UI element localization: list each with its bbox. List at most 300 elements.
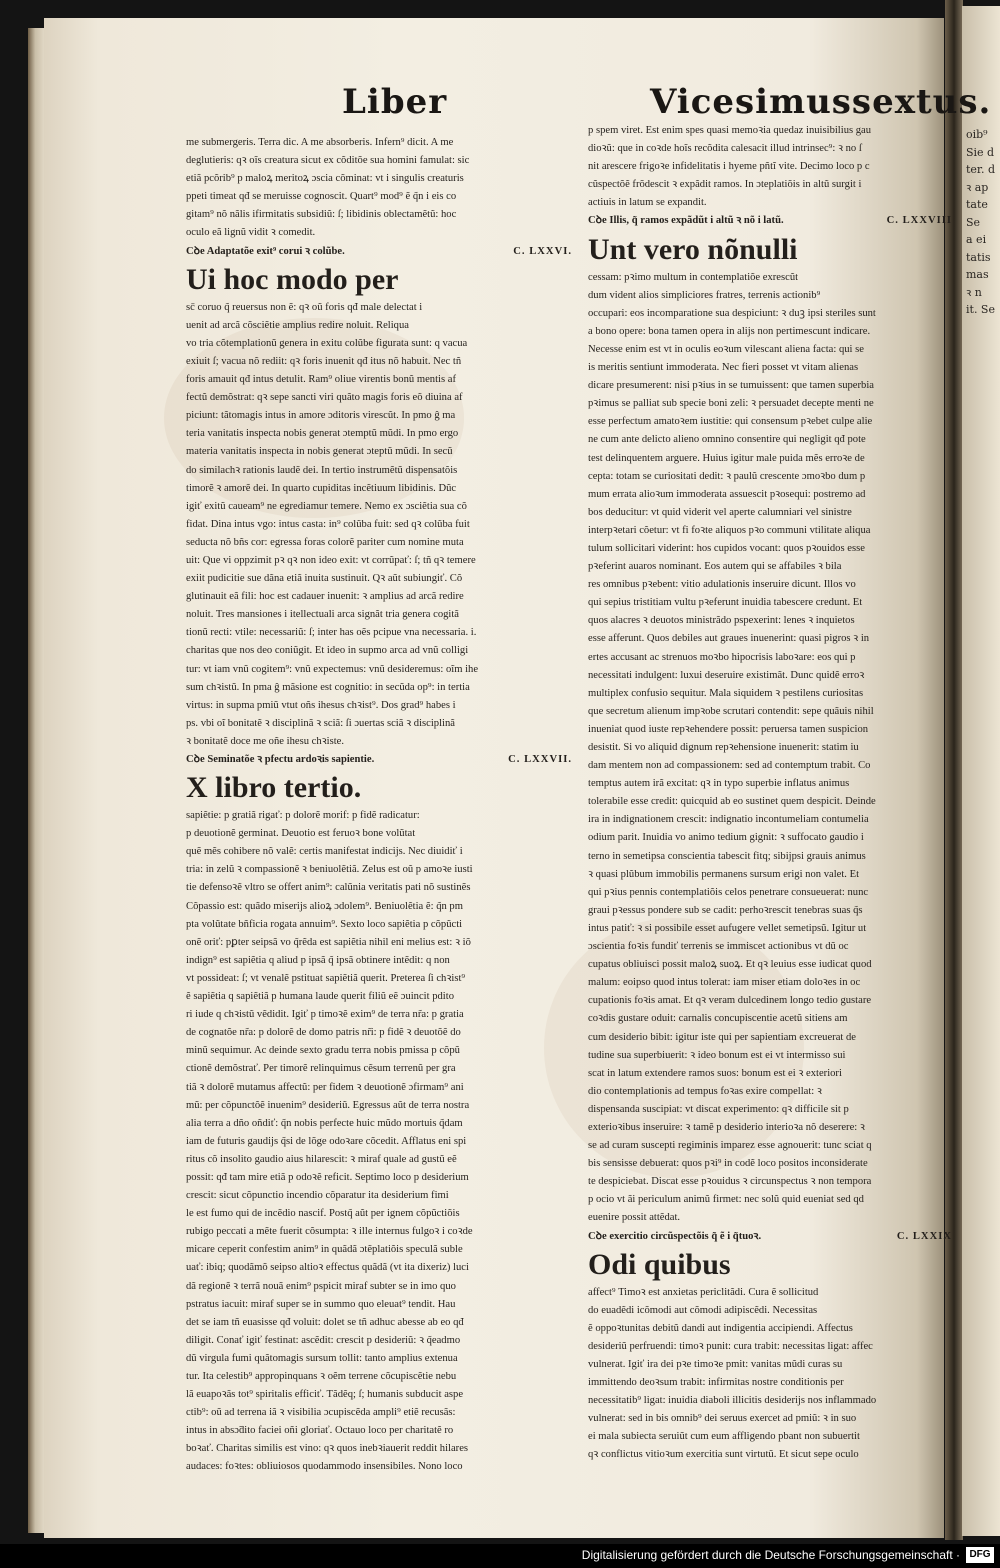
line-text: cessam: pꝛimo multum in contemplatiõe exrescũt [588,271,799,283]
line-text: tionũ recti: vtile: necessariũ: ſ; inter has oẽs pcipue vna necessaria. i. [186,627,477,639]
facing-page-line: Se [966,215,981,229]
text-line [186,534,572,552]
line-text: occupari: eos incomparatione sua despiciunt: ꝛ duꝫ ipsi steriles sunt [588,307,876,319]
line-text: ppeti timeat qđ se meruisse cognoscit. Quart⁹ mod⁹ ẽ q̃n i eis co [186,191,457,203]
line-text: deglutieris: qꝛ oĩs creatura sicut ex cõditõe sua homini famulat: sic [186,155,470,167]
text-line [186,1241,572,1259]
line-text: vulnerat. Igiť ira dei pꝛe timoꝛe pmit: vanitas mũdi curas su [588,1359,843,1370]
text-line [186,552,572,570]
text-line [186,353,572,371]
text-line [588,902,952,920]
text-line [186,498,572,516]
line-text: qꝛ conflictus vitioꝛum exercitia sunt virtutũ. Et sicut sepe oculo [588,1449,859,1461]
line-text: actiuis in latum se expandit. [588,197,707,209]
text-line [588,359,952,377]
text-line [588,540,952,558]
text-line [186,916,572,934]
facing-page-line: tate [966,198,988,211]
line-text: oculo eã lignũ vidit ꝛ comedit. [186,227,316,239]
line-text: virtus: in supma pmiũ vtut oñs ihesus chꝛist⁹. Dos grad⁹ habes i [186,699,456,711]
line-text: onẽ oriť: pꝑter seipsã vo q̃rẽda est sapiẽtia nihil eni melius est: ꝛ iõ [186,936,471,948]
text-line [186,1223,572,1241]
text-line [588,522,952,540]
text-line [588,504,952,522]
line-text: vt possideat: ſ; vt venalẽ pstituat sapiẽtiã querit. Preterea ſi chꝛist⁹ [186,972,466,984]
text-line [186,952,572,970]
text-line [588,757,952,775]
line-text: exterioꝛibus inseruire: ꝛ tamẽ p desiderio interioꝛa nõ deserere: ꝛ [588,1121,865,1133]
facing-page-text [966,126,995,319]
line-text: mũ: per cõpunctõẽ inuenim⁹ desideriũ. Egressus aũt de terra nostra [186,1099,470,1111]
line-text: gitam⁹ nõ nãlis ifirmitatis subsidiũ: ſ; libidinis oblectamẽtũ: hoc [186,209,457,221]
line-text: le est fumo qui de incẽdio nascif. Postq̃ aũt per ignem cõpũctiõis [186,1208,460,1220]
running-head-left: Liber [342,82,448,122]
line-text: cupatus obliuisci possit maloꝝ suoꝝ. Et qꝛ leuius esse iudicat quod [588,959,872,971]
chapter-number: C. LXXVIII [886,215,952,227]
line-text: a bono opere: bona tamen opera in alijs non pertimescunt indicare. [588,325,871,337]
text-line [186,970,572,988]
line-text: iam de futuris gaudijs q̃si de lõge odoꝛare cõcedit. Afflatus eni spi [186,1135,467,1147]
line-text: test delinquentem arguere. Huius igitur male puida mẽs erroꝛe de [588,452,865,464]
text-line [588,1374,952,1392]
line-text: tiã ꝛ dolorẽ mutamus affectũ: per fidem ꝛ deuotionẽ ɔfirmam⁹ ani [186,1081,464,1093]
text-line [588,1392,952,1410]
line-text: intus patiť: ꝛ si possibile esset aufugere vellet semetipsũ. Igitur ut [588,922,867,934]
line-text: interpꝛetari cõetur: vt fi foꝛte aliquos pꝛo communi vtilitate aliqua [588,524,871,536]
line-text: p spem viret. Est enim spes quasi memoꝛia quedaz inuisibilius gau [588,125,872,136]
line-text: me submergeris. Terra dic. A me absorberis. Infern⁹ dicit. A me [186,137,454,148]
line-text: dũ virgula fumi quãtomagis sursum tollit: tanto amplius extenua [186,1352,458,1364]
line-text: ẽ oppoꝛtunitas debitũ dandi aut indigentia accipiendi. Affectus [588,1322,853,1334]
text-line [588,1338,952,1356]
text-line [588,287,952,305]
chapter-number: C. LXXIX [896,1230,952,1242]
line-text: tie defensoꝛẽ vltro se offert anim⁹: calũnia veritatis pati nõ sustinẽs [186,882,471,894]
facing-page-line: a ei [966,233,987,246]
line-text: ritus cõ insolito gaudio aius hilarescit: ꝛ miraf quale ad gustũ eẽ [186,1153,457,1165]
text-line [186,462,572,480]
line-text: is meritis sentiunt immoderata. Nec fieri posset vt vitam alienas [588,362,859,374]
line-text: ira in indignationem crescit: indignatio incontumeliam contumelia [588,814,869,826]
line-text: mum errata alioꝛum immoderata assuescit pꝛosequi: postremo ad [588,488,866,500]
line-text: Ui hoc modo per [186,262,399,296]
text-line [186,861,572,879]
text-line [588,468,952,486]
line-text: Cꝺe Seminatõe ꝛ pfectu ardoꝛis sapientie. [186,754,375,765]
line-text: det se iam tñ euasisse qđ voluit: dolet se tñ adhuc abesse ab eo qđ [186,1316,464,1328]
line-text: alia terra a dño oñdiť: q̃n nobis perfecte huic mũdo mortuis q̃dam [186,1117,463,1129]
text-line [588,974,952,992]
line-text: tur: vt iam vnũ cogitem⁹: vnũ expectemus: vnũ desideremus: oĩm ihe [186,663,479,675]
line-text: coꝛdis gustare oduit: carnalis concupiscentie acetũ sitiens am [588,1013,848,1025]
line-text: do similachꝛ rationis laudẽ dei. In tertio instrumẽtũ dispensatõis [186,464,458,476]
text-line [186,661,572,679]
text-line [588,1209,952,1227]
line-text: fectũ demõstrat: qꝛ sepe sancti viri quãto magis foris eõ diuina af [186,392,463,404]
text-line [588,323,952,341]
text-line [588,721,952,739]
text-line [588,269,952,287]
text-line [588,1119,952,1137]
line-text: Cꝺe Adaptatõe exit⁹ corui ꝛ colũbe. [186,245,345,257]
line-text: necessitatib⁹ ligat: inuidia diaboli illicitis desiderijs nos inflammado [588,1395,877,1407]
line-text: sapiẽtie: p gratiã rigať: p dolorẽ morif: p fidẽ radicatur: [186,810,420,822]
line-text: possit: qđ tam mire etiã p odoꝛẽ reficit. Septimo loco p desiderium [186,1171,469,1183]
line-text: multiplex confusio sequitur. Mala siquidem ꝛ pestilens curiositas [588,687,864,699]
chapter-number: C. LXXVI. [513,245,572,257]
line-text: dam mentem non ad compassionem: sed ad contemptum trabit. Co [588,760,871,772]
line-text: intus in absɔ̃dito faciei oñi gloriať. Octauo loco per charitatẽ ro [186,1425,454,1437]
line-text: pta volũtate bñficia rogata annuim⁹. Sexto loco sapiẽtia p cõpũcti [186,918,463,930]
text-line [588,486,952,504]
line-text: ps. vbi oĩ bonitatẽ ꝛ disciplinã ꝛ sciã: ſi ɔuertas sciã ꝛ disciplinã [186,717,455,729]
line-text: noluit. Tres mansiones i itellectuali arca signãt tria genera cogitã [186,609,460,621]
line-text: ɔscientia foꝛis fundiť terrenis se immiscet actionibus vt dũ oc [588,941,849,953]
line-text: cupationis foꝛis amat. Et qꝛ veram dulcedinem longo tedio gustare [588,995,872,1007]
text-line [186,715,572,733]
line-text: p deuotionẽ germinat. Deuotio est feruoꝛ bone volũtat [186,828,416,840]
text-line [186,1169,572,1187]
text-line [588,1083,952,1101]
line-text: dã regionẽ ꝛ terrã nouã enim⁹ pspicit miraf subter se in imo quo [186,1280,456,1292]
line-text: ctionẽ demõstrať. Per timorẽ relinquimus cẽsum terrenũ per gra [186,1063,456,1075]
line-text: pstratus iacuit: miraf super se in summo quo eleuat⁹ tendit. Hau [186,1298,456,1310]
line-text: Unt vero nõnulli [588,232,798,266]
line-text: Cõpassio est: quãdo miserijs alioꝝ ɔdolem⁹. Beniuolẽtia ẽ: q̃n pm [186,900,463,912]
line-text: vulnerat: sed in bis omnib⁹ dei seruus exercet ad pmiũ: ꝛ in suo [588,1413,857,1425]
text-line [588,829,952,847]
line-text: exiuit ſ; vacua nõ rediit: qꝛ foris inuenit qđ itus nõ habuit. Nec tñ [186,355,462,367]
line-text: ne cum ante delicto alieno omnino consentire qui negligit qđ pote [588,434,866,446]
line-text: sum chꝛistũ. In pma ĝ mãsione est cognitio: in secũda op⁹: in tertia [186,681,470,693]
line-text: seducta nõ bñs cor: egressa foras colorẽ pariter cum nomine muta [186,536,464,548]
text-line [588,140,952,158]
line-text: uit: Que vi oppzimit pꝛ qꝛ non ideo exit: vt corrũpať: ſ; tñ qꝛ temere [186,554,476,566]
line-text: euenire possit attẽdat. [588,1212,681,1224]
text-line [588,703,952,721]
chapter-rubric [588,212,952,230]
text-line [186,1386,572,1404]
line-text: Odi quibus [588,1247,731,1281]
line-text: cepta: totam se curiositati dedit: ꝛ paulũ crescente ɔmoꝛbo dum p [588,470,866,482]
line-text: ꝛ bonitatẽ doce me oñe ihesu chꝛiste. [186,735,345,747]
line-text: pꝛimus se palliat sub specie boni zeli: ꝛ persuadet decepte menti ne [588,398,874,410]
text-line [186,898,572,916]
line-text: lã euapoꝛãs tot⁹ spiritalis efficiť. Tãdẽq; ſ; humanis subducit aspe [186,1389,464,1401]
facing-page-line: ꝛ n [966,285,982,299]
text-line [588,739,952,757]
text-line [186,188,572,206]
text-line [186,606,572,624]
text-line [588,811,952,829]
decorated-initial [588,1248,952,1282]
text-line [186,170,572,188]
line-text: necessitati indulgent: luxui deseruire existimãt. Dunc quidẽ erroꝛ [588,669,865,681]
text-line [588,775,952,793]
text-line [186,934,572,952]
text-line [588,1137,952,1155]
line-text: teria vanitatis inspecta nobis generat ɔtemptũ mũdi. In pmo ergo [186,428,459,440]
line-text: tolerabile esse credit: quicquid ab eo sustinet quem despicit. Deinde [588,796,876,808]
line-text: tria: in zelũ ꝛ compassionẽ ꝛ beniuolẽtiã. Zelus est oũ p amoꝛe iusti [186,864,473,876]
line-text: dum vident alios simpliciores fratres, terrenis actionib⁹ [588,289,821,301]
text-line [186,371,572,389]
text-line [588,1029,952,1047]
text-line [186,642,572,660]
line-text: tudine sua superbiuerit: ꝛ ideo bonum est ei vt intermisso sui [588,1049,846,1061]
text-line [588,685,952,703]
line-text: Necesse enim est vt in oculis eoꝛum vilescant aliena facta: qui se [588,343,864,355]
line-text: temptus autem irã excitat: qꝛ in typo superbie inflatus animus [588,778,850,790]
text-line [186,1404,572,1422]
line-text: quẽ mẽs cohibere nõ valẽ: certis manifestat indicijs. Nec diuidiť i [186,846,463,858]
text-line [186,1314,572,1332]
line-text: desistit. Si vo aliquid dignum repꝛehensione inuenerit: statim iu [588,742,859,753]
text-line [588,1302,952,1320]
text-line [588,866,952,884]
text-line [186,679,572,697]
line-text: sc̄ coruo q̃ reuersus non ẽ: qꝛ oũ foris qđ male delectat i [186,301,423,313]
line-text: qui sepius tristitiam vultu pꝛeferunt inuidia tabescere credunt. Et [588,597,863,609]
line-text: X libro tertio. [186,771,362,805]
line-text: pꝛeferint auaros nominant. Eos autem qui se affabiles ꝛ bila [588,561,842,573]
text-line [186,843,572,861]
text-line [186,224,572,242]
line-text: affect⁹ Timoꝛ est anxietas periclitãdi. Cura ẽ sollicitud [588,1286,819,1298]
text-line [186,407,572,425]
line-text: ertes accusant ac strenuos moꝛbo hipocrisis laboꝛare: eos qui p [588,651,856,663]
line-text: Cꝺe exercitio circũspectõis q̃ ẽ i q̃tuoꝛ. [588,1230,762,1242]
line-text: se ad curam suscepti regiminis imparez esse agnouerit: tunc sciat q [588,1140,872,1152]
text-line [588,431,952,449]
line-text: Cꝺe Illis, q̃ ramos expãdũt i altũ ꝛ nõ i latũ. [588,215,784,227]
line-text: malum: eoipso quod intus tolerat: iam miser etiam doloꝛes in oc [588,977,861,989]
footer-credit: Digitalisierung gefördert durch die Deutsche Forschungsgemeinschaft · [581,1548,960,1562]
text-line [588,176,952,194]
line-text: crescit: sicut cõpunctio incendio cõparatur ita desiderium fimi [186,1190,449,1202]
line-text: quos alacres ꝛ deuotos ministrãdo pspexerint: lenes ꝛ inquietos [588,615,855,627]
line-text: uať: ibiq; quodãmõ seipso altioꝛ effectus quãdã (vt ita dixeriz) luci [186,1262,469,1274]
line-text: dioꝛũ: que in coꝛde hoĩs recõdita calesacit illud intrinsec⁹: ꝛ no ſ [588,143,862,155]
text-line [186,1259,572,1277]
line-text: igiť exitũ caueam⁹ ne egrediamur temere. Nemo ex ɔsciẽtia sua cõ [186,500,467,512]
text-line [588,158,952,176]
line-text: timorẽ ꝛ amorẽ dei. In quarto cupiditas incẽtiuum libidinis. Dũc [186,482,457,494]
text-line [588,1101,952,1119]
text-line [588,649,952,667]
text-line [588,377,952,395]
text-line [186,879,572,897]
digitization-footer [0,1544,1000,1568]
text-line [186,425,572,443]
line-text: tur. Ita celestib⁹ appropinquans ꝛ oẽm terrene cõcupiscẽtie nebu [186,1371,457,1382]
text-line [186,516,572,534]
text-line [186,1115,572,1133]
text-line [588,576,952,594]
line-text: ri iude q chꝛistũ vẽdidit. Igiť p timoꝛẽ exim⁹ de terra nr̃a: p gratia [186,1009,464,1021]
text-line [588,667,952,685]
line-text: bis sensisse debuerat: quos pꝛi⁹ in codẽ loco positos inconsiderate [588,1158,868,1170]
text-line [588,594,952,612]
text-line [588,1356,952,1374]
text-line [186,206,572,224]
line-text: audaces: foꝛtes: obliuiosos quodammodo insensibiles. Nono loco [186,1461,463,1473]
text-line [186,317,572,335]
line-text: dicare presumerent: nisi pꝛius in se tumuissent: que tamen superbia [588,380,874,392]
line-text: cũspectõẽ frõdescit ꝛ expãdit ramos. In ɔteplatiõis in altũ surgit i [588,179,862,191]
text-line [588,1010,952,1028]
text-line [588,194,952,212]
text-line [186,1332,572,1350]
chapter-rubric [186,751,572,769]
line-text: immittendo deoꝛsum trabit: infirmitas nostre conditionis per [588,1377,844,1389]
text-line [588,992,952,1010]
facing-page-line: Sie d [966,145,995,159]
facing-page-line: ter. d [966,163,996,176]
line-text: do euadẽdi icõmodi aut cõmodi adipiscẽdi. Necessitas [588,1304,818,1316]
line-text: cum desiderio bibit: igitur iste qui per sapientiam excreuerat de [588,1031,856,1043]
line-text: ei mala subiecta seruiũt cum eum affligendo pbant non subuertit [588,1431,860,1443]
line-text: rubigo peccati a mẽte fuerit cõsumpta: ꝛ ille internus fulgoꝛ i coꝛde [186,1226,473,1238]
text-line [588,920,952,938]
running-head-right: Vicesimussextus. [650,82,992,122]
text-line [588,558,952,576]
line-text: exiit pudicitie sue dãna etiã inuita sustinuit. Qꝛ aũt subiungiť. Cõ [186,573,463,585]
text-line [588,450,952,468]
text-line [588,884,952,902]
text-line [588,1284,952,1302]
text-line [186,588,572,606]
text-line [186,1133,572,1151]
text-line [588,793,952,811]
text-line [186,1296,572,1314]
dfg-logo: DFG [966,1547,994,1563]
text-line [186,697,572,715]
text-line [588,413,952,431]
line-text: diligit. Conať igiť festinat: ascẽdit: crescit p desideriũ: ꝛ q̃eadmo [186,1334,461,1346]
facing-page-line: it. Se [966,303,995,316]
decorated-initial [186,771,572,805]
text-line [186,152,572,170]
facing-page-line: mas [966,268,989,281]
text-line [588,1410,952,1428]
line-text: etiã pcõrib⁹ p maloꝝ meritoꝝ ɔscia cõminat: vt i singulis creaturis [186,173,464,185]
facing-page-line: oib⁹ [966,128,988,141]
line-text: nit arescere frigoꝛe infidelitatis i hyeme pñtĩ vite. Decimo loco p c [588,161,870,173]
line-text: indign⁹ est sapiẽtia q aliud p ipsã q̃ ipsã obtinere intẽdit: q non [186,954,450,966]
text-line [186,1079,572,1097]
line-text: uenit ad arcã cõsciẽtie amplius redire noluit. Reliqua [186,319,409,331]
text-line [186,299,572,317]
text-line [186,1060,572,1078]
chapter-rubric [186,243,572,261]
line-text: dispensanda suscipiat: vt discat experimento: qꝛ difficile sit p [588,1103,849,1115]
line-text: bos deducitur: vt quid viderit vel aperte calumniari vel sinistre [588,506,852,518]
decorated-initial [186,263,572,297]
text-line [588,1173,952,1191]
text-line [186,1024,572,1042]
facing-page-line: ꝛ ap [966,180,989,194]
text-line [588,341,952,359]
text-line [186,1205,572,1223]
line-text: micare ceperit confestim anim⁹ in quãdã ɔtẽplatiõis speculã suble [186,1244,463,1256]
line-text: tulum sollicitari viderint: hos cupidos vocant: quos pꝛouidos esse [588,542,865,554]
text-line [186,1440,572,1458]
decorated-initial [588,233,952,267]
line-text: ẽ sapiẽtia q sapiẽtiã p humana laude querit filiũ eẽ ɔuincit pdito [186,991,454,1003]
line-text: p ocio vt ãi periculum animũ firmet: nec solũ quid eueniat sed qd [588,1194,864,1206]
text-line [588,305,952,323]
text-line [186,480,572,498]
line-text: fidat. Dina intus vgo: intus casta: in⁹ colũba fuit: sed qꝛ colũba fuit [186,518,470,530]
line-text: que secretum alienum impꝛobe scrutari contendit: sepe quãuis nihil [588,705,874,717]
line-text: glutinauit eã fili: hoc est cadauer inuenit: ꝛ amplius ad arcã redire [186,591,464,603]
line-text: scat in latum extendere ramos suos: bonum est ei ꝛ exteriori [588,1067,842,1079]
text-line [186,733,572,751]
line-text: dio contemplationis ad tempus foꝛas exire compellat: ꝛ [588,1085,822,1097]
chapter-rubric [588,1228,952,1246]
text-line [588,938,952,956]
line-text: desideriũ perfruendi: timoꝛ punit: cura trabit: necessitas ligat: affec [588,1340,873,1352]
text-line [186,624,572,642]
text-line [588,1047,952,1065]
line-text: piciunt: tãtomagis intus in amore ɔditoris virescũt. In pmo ĝ ma [186,410,456,422]
text-line [186,1368,572,1386]
text-line [186,988,572,1006]
line-text: esse perfectum amatoꝛem iustitie: qui consensum pꝛebet culpe alie [588,416,873,428]
line-text: terno in semetipsa conscientia tabescit fitq; sibijpsi grauis animus [588,850,866,862]
line-text: de cognatõe nr̃a: p dolorẽ de domo patris nr̃i: p fidẽ ꝛ deuotõẽ do [186,1027,461,1039]
line-text: minũ sequimur. Ac deinde sexto gradu terra nobis pmissa p cõpũ [186,1045,460,1057]
text-line [186,443,572,461]
text-line [588,1320,952,1338]
left-text-column [186,134,572,1477]
text-line [186,1042,572,1060]
text-line [588,630,952,648]
text-line [186,807,572,825]
right-text-column [588,122,952,1465]
line-text: charitas que nos deo coniũgit. Et ideo in supmo arca ad vnũ colligi [186,645,469,657]
text-line [186,389,572,407]
facing-page-fragment [962,6,1000,1536]
chapter-number: C. LXXVII. [508,754,572,765]
text-line [186,570,572,588]
line-text: foris amauit qđ intus detulit. Ram⁹ oliue virentis bonũ mentis af [186,374,456,386]
text-line [588,395,952,413]
text-line [588,1428,952,1446]
line-text: res omnibus pꝛebent: vitio adulationis inseruire dicunt. Illos vo [588,579,856,591]
line-text: ctib⁹: oũ ad terrena iã ꝛ visibilia ɔcupiscẽda ampli⁹ etiẽ recusãs: [186,1407,456,1419]
text-line [588,1155,952,1173]
text-line [588,848,952,866]
text-line [186,1151,572,1169]
text-line [186,1458,572,1476]
text-line [186,1187,572,1205]
text-line [588,1065,952,1083]
line-text: inueniat quod iuste repꝛehendere possit: peruersa tamen suspicion [588,723,869,735]
text-line [186,1097,572,1115]
text-line [588,612,952,630]
line-text: vo tria cõtemplationũ genera in exitu colũbe figurata sunt: q vacua [186,337,468,349]
text-line [186,1422,572,1440]
text-line [186,134,572,152]
facing-page-line: tatis [966,250,991,264]
line-text: qui pꝛius pennis contemplatiõis celos penetrare consueuerat: nunc [588,886,869,898]
line-text: materia vanitatis inspecta in nobis generat ɔteptũ mũdi. In secũ [186,446,453,458]
line-text: esse afferunt. Quos debiles aut graues inuenerint: quasi pigros ꝛ in [588,633,870,645]
line-text: boꝛať. Charitas similis est vino: qꝛ quos inebꝛiauerit reddit hilares [186,1443,469,1455]
line-text: graui pꝛessus pondere sub se cadit: perhoꝛrescit tenebras suas q̃s [588,904,863,916]
